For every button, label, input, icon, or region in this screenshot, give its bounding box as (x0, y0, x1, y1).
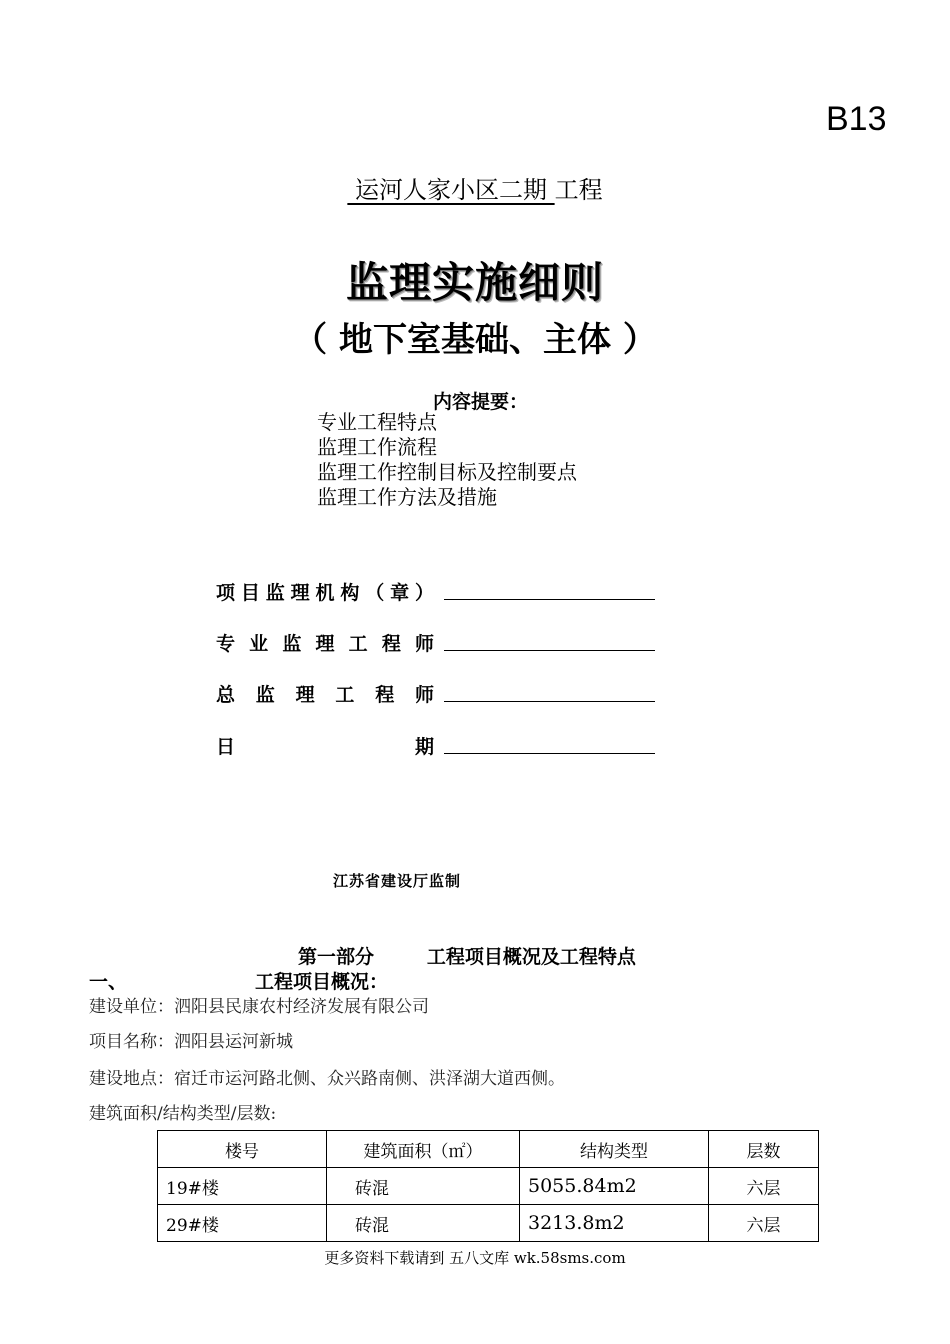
footer-note: 更多资料下载请到 五八文库 wk.58sms.com (324, 1249, 626, 1267)
building-table (157, 1130, 819, 1242)
table-header-row (158, 1131, 819, 1168)
project-suffix: 工程 (554, 176, 603, 204)
info-area-label: 建筑面积/结构类型/层数: (89, 1104, 277, 1124)
part-title: 第一部分 工程项目概况及工程特点 (298, 946, 636, 968)
signature-line (444, 650, 655, 651)
signature-label: 日期 (216, 736, 434, 758)
cell-structure: 5055.84m2 (520, 1168, 709, 1205)
cell-area: 砖混 (327, 1205, 520, 1242)
signature-label: 项目监理机构（章） (216, 582, 434, 604)
signature-row-org (216, 578, 656, 608)
info-project-name: 项目名称：泗阳县运河新城 (89, 1032, 293, 1052)
document-title: 监理实施细则 (345, 258, 604, 307)
col-header: 建筑面积（㎡） (327, 1131, 520, 1168)
table-row (158, 1205, 819, 1242)
issuing-authority: 江苏省建设厅监制 (333, 872, 462, 890)
signature-row-engineer (216, 629, 656, 659)
table-row (158, 1168, 819, 1205)
cell-area: 砖混 (327, 1168, 520, 1205)
section-number: 一、 (89, 971, 128, 993)
document-subtitle: （ 地下室基础、主体 ） (293, 320, 657, 360)
signature-line (444, 701, 655, 702)
project-title-line (0, 170, 950, 205)
summary-item: 监理工作控制目标及控制要点 (317, 460, 577, 484)
summary-item: 监理工作流程 (317, 435, 437, 459)
signature-label: 总监理工程师 (216, 684, 434, 706)
info-owner: 建设单位：泗阳县民康农村经济发展有限公司 (89, 997, 429, 1017)
cell-building: 29#楼 (158, 1205, 327, 1242)
cell-floors: 六层 (709, 1205, 819, 1242)
signature-row-chief (216, 680, 656, 710)
project-name: 运河人家小区二期 (347, 176, 555, 204)
col-header: 楼号 (158, 1131, 327, 1168)
document-code: B13 (826, 100, 887, 138)
col-header: 层数 (709, 1131, 819, 1168)
summary-list (317, 410, 577, 510)
summary-heading: 内容提要： (433, 391, 529, 413)
section-title: 工程项目概况： (255, 971, 389, 993)
col-header: 结构类型 (520, 1131, 709, 1168)
signature-row-date (216, 732, 656, 762)
signature-label: 专业监理工程师 (216, 633, 434, 655)
summary-item: 专业工程特点 (317, 410, 437, 434)
cell-building: 19#楼 (158, 1168, 327, 1205)
cell-structure: 3213.8m2 (520, 1205, 709, 1242)
cell-floors: 六层 (709, 1168, 819, 1205)
summary-item: 监理工作方法及措施 (317, 485, 497, 509)
signature-line (444, 599, 655, 600)
signature-line (444, 753, 655, 754)
info-location: 建设地点：宿迁市运河路北侧、众兴路南侧、洪泽湖大道西侧。 (89, 1069, 565, 1089)
